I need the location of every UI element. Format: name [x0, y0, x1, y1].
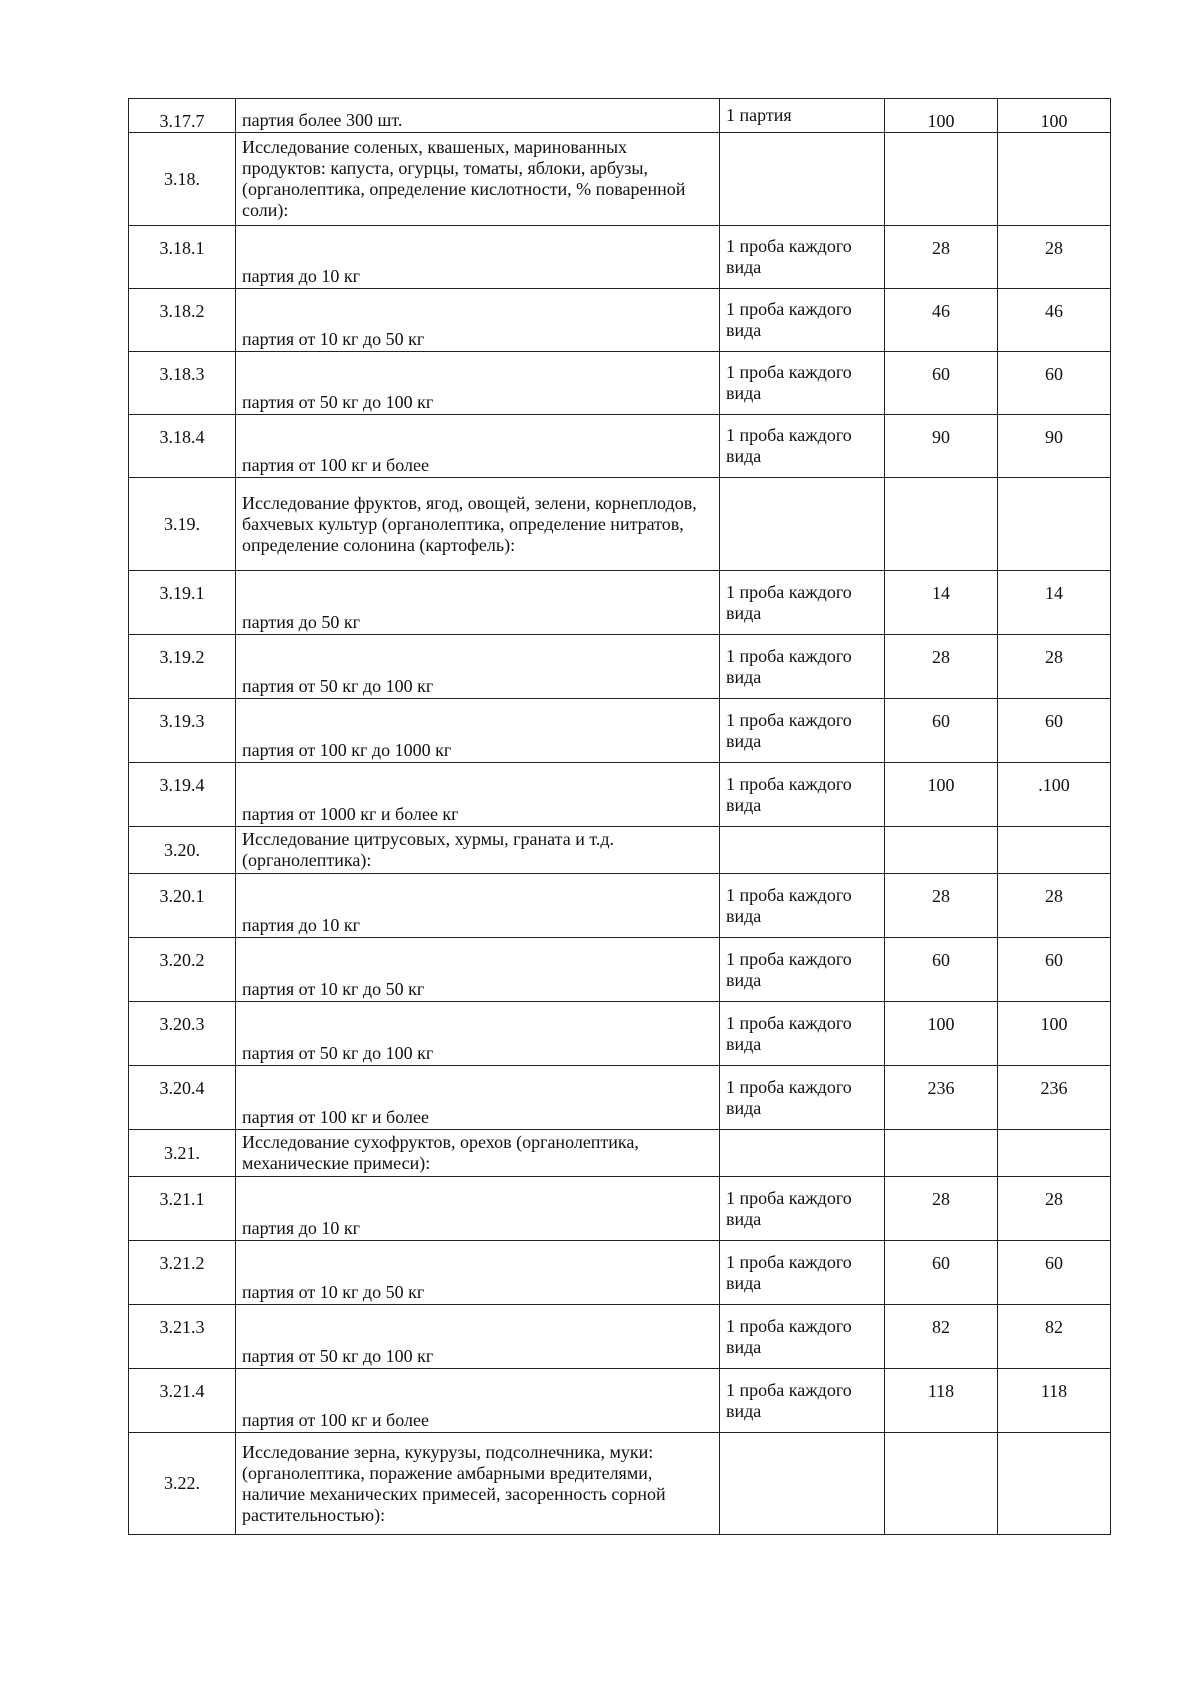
price-total-cell [998, 827, 1111, 874]
table-row [129, 289, 1111, 352]
price-cell [885, 1433, 998, 1535]
description-cell: Исследование зерна, кукурузы, подсолнечника, муки: (органолептика, поражение амбарными вредителями, наличие механических примесей, засоренность сорной растительностью): [236, 1433, 720, 1535]
item-number-cell: 3.21.3 [129, 1305, 236, 1369]
section-row [129, 133, 1111, 226]
section-row [129, 1130, 1111, 1177]
item-number-cell: 3.20. [129, 827, 236, 874]
unit-cell [720, 478, 885, 571]
unit-cell: 1 проба каждого вида [720, 1002, 885, 1066]
item-number-cell: 3.18.3 [129, 352, 236, 415]
item-number-cell: 3.19.4 [129, 763, 236, 827]
description-cell: Исследование фруктов, ягод, овощей, зелени, корнеплодов, бахчевых культур (органолептика, определение нитратов, определение солонина (картофель): [236, 478, 720, 571]
price-cell: 60 [885, 352, 998, 415]
unit-cell: 1 проба каждого вида [720, 1305, 885, 1369]
description-cell: партия от 1000 кг и более кг [236, 763, 720, 827]
description-cell: Исследование сухофруктов, орехов (органолептика, механические примеси): [236, 1130, 720, 1177]
table-row [129, 1066, 1111, 1130]
item-number-cell: 3.22. [129, 1433, 236, 1535]
item-number-cell: 3.17.7 [129, 99, 236, 133]
unit-cell: 1 проба каждого вида [720, 1177, 885, 1241]
description-cell: партия до 10 кг [236, 874, 720, 938]
price-total-cell: 28 [998, 874, 1111, 938]
price-total-cell: 60 [998, 938, 1111, 1002]
price-total-cell [998, 1433, 1111, 1535]
item-number-cell: 3.21.4 [129, 1369, 236, 1433]
description-cell: партия от 50 кг до 100 кг [236, 1002, 720, 1066]
description-cell: Исследование цитрусовых, хурмы, граната и т.д. (органолептика): [236, 827, 720, 874]
table-row [129, 1177, 1111, 1241]
unit-cell [720, 827, 885, 874]
item-number-cell: 3.21.2 [129, 1241, 236, 1305]
unit-cell: 1 проба каждого вида [720, 635, 885, 699]
price-cell: 100 [885, 1002, 998, 1066]
price-cell [885, 478, 998, 571]
section-row [129, 1433, 1111, 1535]
description-cell: партия от 10 кг до 50 кг [236, 938, 720, 1002]
price-cell: 14 [885, 571, 998, 635]
table-row [129, 635, 1111, 699]
item-number-cell: 3.21. [129, 1130, 236, 1177]
price-cell: 46 [885, 289, 998, 352]
price-cell [885, 827, 998, 874]
section-row [129, 478, 1111, 571]
price-total-cell: 60 [998, 352, 1111, 415]
description-cell: партия более 300 шт. [236, 99, 720, 133]
price-cell: 60 [885, 1241, 998, 1305]
section-row [129, 827, 1111, 874]
description-cell: партия от 50 кг до 100 кг [236, 1305, 720, 1369]
price-total-cell: 100 [998, 99, 1111, 133]
price-total-cell: 28 [998, 226, 1111, 289]
price-total-cell [998, 133, 1111, 226]
price-cell [885, 1130, 998, 1177]
unit-cell: 1 проба каждого вида [720, 289, 885, 352]
table-row [129, 1305, 1111, 1369]
description-cell: партия от 50 кг до 100 кг [236, 352, 720, 415]
unit-cell: 1 партия [720, 99, 885, 133]
item-number-cell: 3.20.1 [129, 874, 236, 938]
unit-cell: 1 проба каждого вида [720, 415, 885, 478]
unit-cell: 1 проба каждого вида [720, 1241, 885, 1305]
price-cell: 90 [885, 415, 998, 478]
price-cell: 28 [885, 226, 998, 289]
item-number-cell: 3.18.2 [129, 289, 236, 352]
unit-cell [720, 1130, 885, 1177]
price-cell: 60 [885, 938, 998, 1002]
description-cell: партия от 100 кг и более [236, 1369, 720, 1433]
unit-cell: 1 проба каждого вида [720, 226, 885, 289]
item-number-cell: 3.18.4 [129, 415, 236, 478]
price-total-cell: 60 [998, 699, 1111, 763]
table-row [129, 763, 1111, 827]
unit-cell: 1 проба каждого вида [720, 352, 885, 415]
description-cell: партия от 100 кг и более [236, 1066, 720, 1130]
unit-cell [720, 133, 885, 226]
table-row [129, 1002, 1111, 1066]
price-cell: 100 [885, 763, 998, 827]
price-total-cell [998, 1130, 1111, 1177]
price-total-cell: 82 [998, 1305, 1111, 1369]
table-row [129, 1369, 1111, 1433]
unit-cell: 1 проба каждого вида [720, 763, 885, 827]
table-row [129, 699, 1111, 763]
price-total-cell: 28 [998, 635, 1111, 699]
price-total-cell: 46 [998, 289, 1111, 352]
price-cell: 236 [885, 1066, 998, 1130]
item-number-cell: 3.20.2 [129, 938, 236, 1002]
unit-cell [720, 1433, 885, 1535]
price-total-cell: 60 [998, 1241, 1111, 1305]
item-number-cell: 3.19.2 [129, 635, 236, 699]
table-row [129, 938, 1111, 1002]
price-cell: 100 [885, 99, 998, 133]
item-number-cell: 3.19.3 [129, 699, 236, 763]
price-total-cell: 14 [998, 571, 1111, 635]
price-total-cell: 100 [998, 1002, 1111, 1066]
table-row [129, 571, 1111, 635]
unit-cell: 1 проба каждого вида [720, 938, 885, 1002]
unit-cell: 1 проба каждого вида [720, 874, 885, 938]
description-cell: Исследование соленых, квашеных, маринованных продуктов: капуста, огурцы, томаты, яблоки, арбузы, (органолептика, определение кислотности, % поваренной соли): [236, 133, 720, 226]
description-cell: партия до 10 кг [236, 1177, 720, 1241]
item-number-cell: 3.18. [129, 133, 236, 226]
price-total-cell: 28 [998, 1177, 1111, 1241]
description-cell: партия от 10 кг до 50 кг [236, 1241, 720, 1305]
price-total-cell: .100 [998, 763, 1111, 827]
item-number-cell: 3.19. [129, 478, 236, 571]
price-cell [885, 133, 998, 226]
description-cell: партия до 50 кг [236, 571, 720, 635]
price-cell: 118 [885, 1369, 998, 1433]
unit-cell: 1 проба каждого вида [720, 1369, 885, 1433]
description-cell: партия от 100 кг до 1000 кг [236, 699, 720, 763]
price-total-cell [998, 478, 1111, 571]
table-row [129, 1241, 1111, 1305]
price-cell: 28 [885, 874, 998, 938]
table-row [129, 226, 1111, 289]
unit-cell: 1 проба каждого вида [720, 571, 885, 635]
price-cell: 60 [885, 699, 998, 763]
price-total-cell: 90 [998, 415, 1111, 478]
price-total-cell: 236 [998, 1066, 1111, 1130]
price-table [128, 98, 1111, 1535]
price-table-body [129, 99, 1111, 1535]
item-number-cell: 3.21.1 [129, 1177, 236, 1241]
unit-cell: 1 проба каждого вида [720, 1066, 885, 1130]
price-cell: 82 [885, 1305, 998, 1369]
item-number-cell: 3.19.1 [129, 571, 236, 635]
item-number-cell: 3.20.3 [129, 1002, 236, 1066]
description-cell: партия от 10 кг до 50 кг [236, 289, 720, 352]
table-row [129, 874, 1111, 938]
price-cell: 28 [885, 635, 998, 699]
table-row [129, 99, 1111, 133]
item-number-cell: 3.20.4 [129, 1066, 236, 1130]
description-cell: партия до 10 кг [236, 226, 720, 289]
description-cell: партия от 100 кг и более [236, 415, 720, 478]
item-number-cell: 3.18.1 [129, 226, 236, 289]
description-cell: партия от 50 кг до 100 кг [236, 635, 720, 699]
table-row [129, 352, 1111, 415]
table-row [129, 415, 1111, 478]
unit-cell: 1 проба каждого вида [720, 699, 885, 763]
price-total-cell: 118 [998, 1369, 1111, 1433]
price-cell: 28 [885, 1177, 998, 1241]
